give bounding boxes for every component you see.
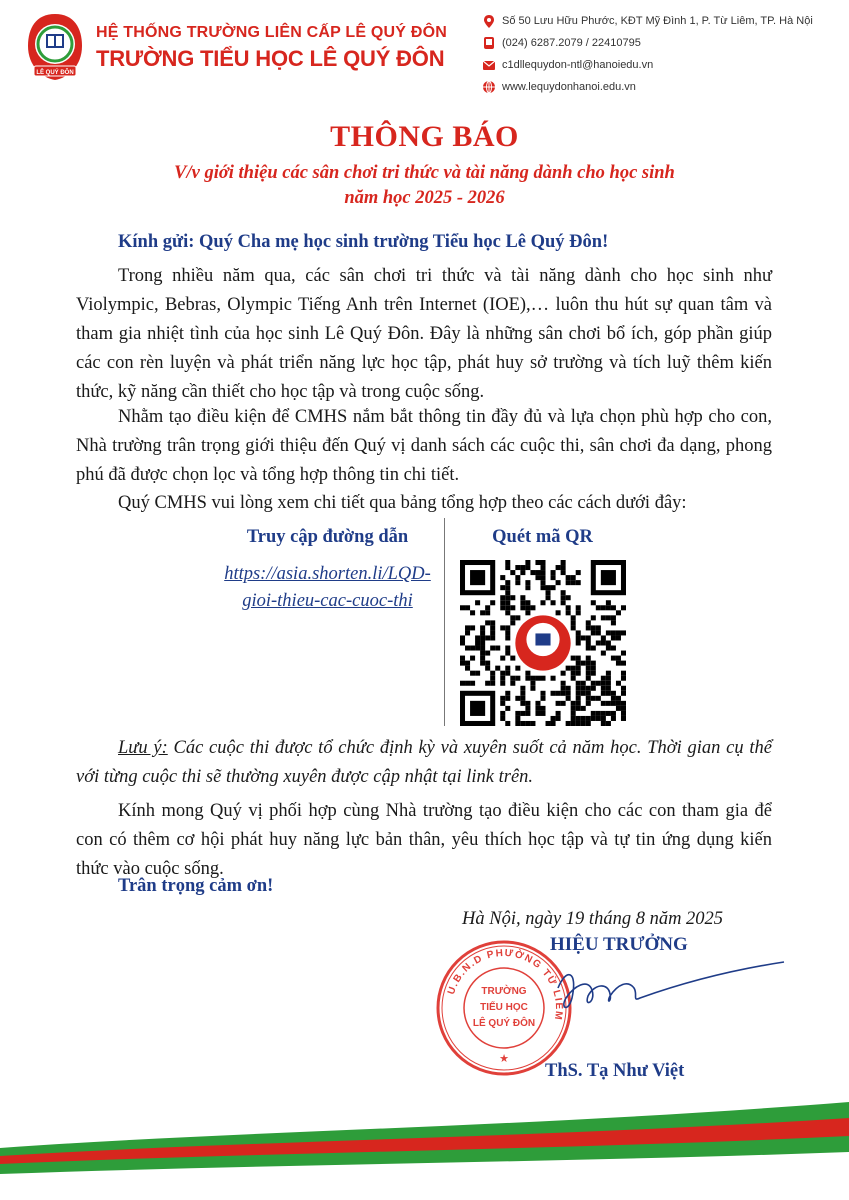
qr-heading: Quét mã QR <box>492 527 593 547</box>
signer-role: HIỆU TRƯỞNG <box>550 934 688 955</box>
document-subtitle <box>0 161 849 211</box>
document-title: THÔNG BÁO <box>330 120 519 153</box>
note-label: Lưu ý: <box>118 738 168 758</box>
stamp-star-icon: ★ <box>499 1053 509 1065</box>
footer-wave <box>0 1090 849 1200</box>
stamp-line-2: TIỂU HỌC <box>480 1002 528 1013</box>
handwritten-signature <box>548 958 788 1028</box>
note-text: Các cuộc thi được tổ chức định kỳ và xuyên suốt cả năm học. Thời gian cụ thể với từng cuộc thi sẽ thường xuyên được cập nhật tại link trên. <box>76 738 772 787</box>
signer-name: ThS. Tạ Như Việt <box>545 1061 685 1081</box>
web-icon <box>482 80 496 94</box>
stamp-line-1: TRƯỜNG <box>481 986 527 997</box>
subtitle-line-2: năm học 2025 - 2026 <box>344 188 505 208</box>
contact-email-text[interactable]: c1dllequydon-ntl@hanoiedu.vn <box>502 59 654 71</box>
paragraph-instruction: Quý CMHS vui lòng xem chi tiết qua bảng tổng hợp theo các cách dưới đây: <box>118 493 687 513</box>
greeting: Kính gửi: Quý Cha mẹ học sinh trường Tiểu học Lê Quý Đôn! <box>118 232 609 252</box>
school-name: TRƯỜNG TIỂU HỌC LÊ QUÝ ĐÔN <box>96 46 445 71</box>
contact-phone-text: (024) 6287.2079 / 22410795 <box>502 37 641 49</box>
contact-block <box>482 10 813 98</box>
thanks: Trân trọng cảm ơn! <box>118 876 274 896</box>
contact-phone <box>482 32 813 54</box>
location-icon <box>482 14 496 28</box>
stamp-ring-text: U.B.N.D PHƯỜNG TỪ LIÊM <box>445 947 565 1022</box>
note-paragraph <box>76 734 772 792</box>
contact-web-text[interactable]: www.lequydonhanoi.edu.vn <box>502 81 636 93</box>
stamp-line-3: LÊ QUÝ ĐÔN <box>472 1018 536 1029</box>
subtitle-line-1: V/v giới thiệu các sân chơi tri thức và tài năng dành cho học sinh <box>174 163 675 183</box>
email-icon <box>482 58 496 72</box>
contact-web <box>482 76 813 98</box>
system-name: HỆ THỐNG TRƯỜNG LIÊN CẤP LÊ QUÝ ĐÔN <box>96 24 447 41</box>
paragraph-closing: Kính mong Quý vị phối hợp cùng Nhà trường tạo điều kiện cho các con tham gia để con có thêm cơ hội phát huy năng lực bản thân, yêu thích học tập và tự tin ứng dụng kiến thức vào cuộc sống. <box>76 801 772 879</box>
access-link-heading: Truy cập đường dẫn <box>246 527 409 547</box>
contact-email <box>482 54 813 76</box>
logo-text: LÊ QUÝ ĐÔN <box>36 70 74 76</box>
link-line-2[interactable]: gioi-thieu-cac-cuoc-thi <box>242 591 413 611</box>
phone-icon <box>482 36 496 50</box>
school-logo <box>24 12 86 82</box>
contact-address <box>482 10 813 32</box>
paragraph-purpose: Nhằm tạo điều kiện để CMHS nắm bắt thông tin đầy đủ và lựa chọn phù hợp cho con, Nhà trường trân trọng giới thiệu đến Quý vị danh sách các cuộc thi, sân chơi đa dạng, phong phú đã được chọn lọc và tổng hợp thông tin chi tiết. <box>76 407 772 485</box>
paragraph-intro: Trong nhiều năm qua, các sân chơi tri thức và tài năng dành cho học sinh như Violympic, Bebras, Olympic Tiếng Anh trên Internet (IOE),… luôn thu hút sự quan tâm và tham gia nhiệt tình của học sinh Lê Quý Đôn. Đây là những sân chơi bổ ích, góp phần giúp các con rèn luyện và phát triển năng lực học tập, phát huy sở trường và tích luỹ thêm kiến thức, kỹ năng cần thiết cho học tập và trong cuộc sống. <box>76 266 772 402</box>
column-divider <box>444 518 445 726</box>
contest-list-link[interactable] <box>210 561 445 615</box>
link-line-1[interactable]: https://asia.shorten.li/LQD- <box>224 564 431 584</box>
signing-date: Hà Nội, ngày 19 tháng 8 năm 2025 <box>462 909 724 929</box>
contact-address-text: Số 50 Lưu Hữu Phước, KĐT Mỹ Đình 1, P. Từ Liêm, TP. Hà Nội <box>502 15 813 27</box>
qr-code <box>460 560 626 726</box>
